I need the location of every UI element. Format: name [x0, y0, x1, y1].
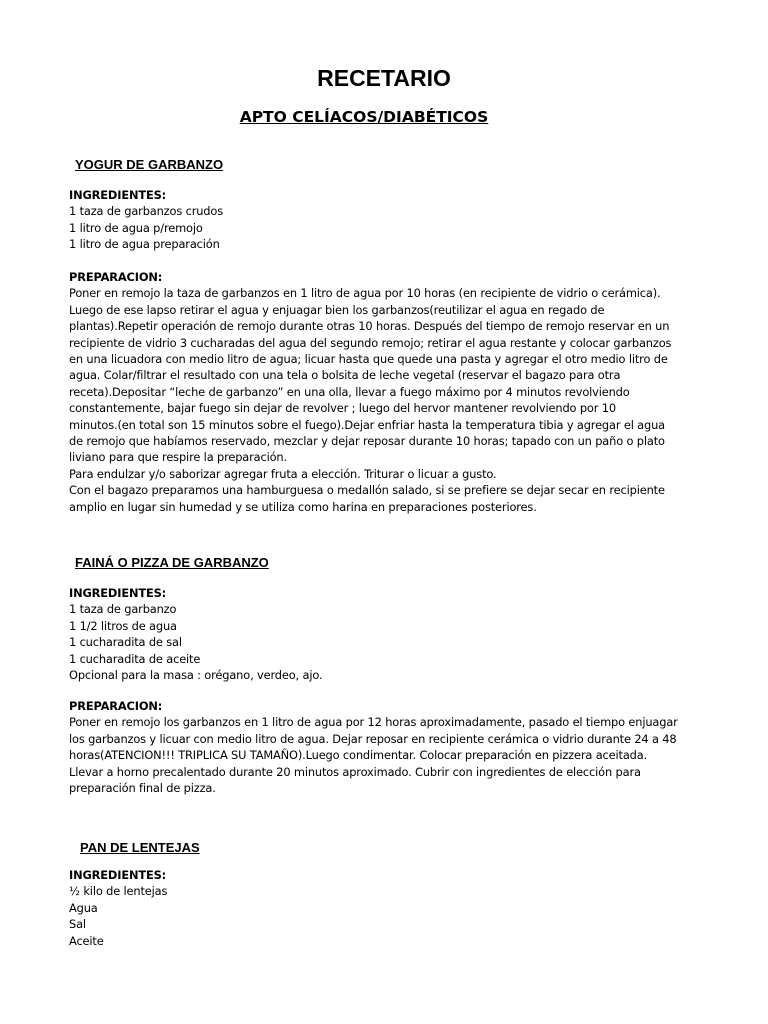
- document-subtitle: APTO CELÍACOS/DIABÉTICOS: [239, 108, 489, 126]
- recipe-yogur-ingredients: [69, 187, 709, 253]
- document-title: RECETARIO: [317, 65, 451, 91]
- preparation-line: Llevar a horno precalentado durante 20 minutos aproximado. Cubrir con ingredientes de elección para: [69, 764, 641, 779]
- ingredient-item: Aceite: [69, 933, 104, 948]
- preparation-line: liviano para que respire la preparación.: [69, 450, 287, 465]
- preparation-line: amplio en lugar sin humedad y se utiliza como harina en preparaciones posteriores.: [69, 499, 537, 514]
- recipe-pan-ingredients: [69, 867, 709, 949]
- ingredient-item: 1 1/2 litros de agua: [69, 618, 177, 633]
- ingredient-item: Opcional para la masa : orégano, verdeo, ajo.: [69, 668, 323, 683]
- ingredient-item: 1 litro de agua preparación: [69, 237, 220, 252]
- preparation-line: recipiente de vidrio 3 cucharadas del agua del segundo remojo; retirar el agua restante y colocar garbanzos: [69, 335, 672, 350]
- ingredient-item: 1 taza de garbanzos crudos: [69, 204, 223, 219]
- preparation-line: Para endulzar y/o saborizar agregar fruta a elección. Triturar o licuar a gusto.: [69, 466, 497, 481]
- preparation-line: los garbanzos y licuar con medio litro de agua. Dejar reposar en recipiente cerámica o vidrio durante 24 a 48: [69, 731, 677, 746]
- preparation-line: horas(ATENCION!!! TRIPLICA SU TAMAÑO).Luego condimentar. Colocar preparación en pizzera aceitada.: [69, 748, 648, 763]
- preparation-line: receta).Depositar “leche de garbanzo” en una olla, llevar a fuego máximo por 4 minutos revolviendo: [69, 384, 630, 399]
- preparation-line: agua. Colar/filtrar el resultado con una tela o bolsita de leche vegetal (reservar el bagazo para otra: [69, 368, 621, 383]
- preparation-line: Con el bagazo preparamos una hamburguesa o medallón salado, si se prefiere se dejar secar en recipiente: [69, 483, 665, 498]
- ingredient-item: Sal: [69, 917, 86, 932]
- preparation-line: plantas).Repetir operación de remojo durante otras 10 horas. Después del tiempo de remojo reservar en un: [69, 319, 670, 334]
- preparation-line: Poner en remojo los garbanzos en 1 litro de agua por 12 horas aproximadamente, pasado el tiempo enjuagar: [69, 715, 678, 730]
- preparation-line: constantemente, bajar fuego sin dejar de revolver ; luego del hervor mantener revolviendo por 10: [69, 401, 616, 416]
- ingredient-item: ½ kilo de lentejas: [69, 884, 168, 899]
- ingredients-label: INGREDIENTES:: [69, 868, 167, 882]
- preparation-label: PREPARACION:: [69, 270, 163, 284]
- ingredient-item: 1 taza de garbanzo: [69, 602, 177, 617]
- ingredients-label: INGREDIENTES:: [69, 188, 167, 202]
- recipe-title-yogur: YOGUR DE GARBANZO: [75, 157, 224, 172]
- preparation-line: en una licuadora con medio litro de agua; licuar hasta que quede una pasta y agregar el otro medio litro de: [69, 352, 668, 367]
- recipe-yogur-preparation: [69, 269, 709, 515]
- preparation-line: de remojo que habíamos reservado, mezclar y dejar reposar durante 10 horas; tapado con un paño o plato: [69, 434, 665, 449]
- recipe-faina-ingredients: [69, 585, 709, 683]
- recipe-faina-preparation: [69, 698, 709, 796]
- recipe-title-pan: PAN DE LENTEJAS: [80, 840, 200, 855]
- preparation-line: Luego de ese lapso retirar el agua y enjuagar bien los garbanzos(reutilizar el agua en regado de: [69, 302, 605, 317]
- ingredient-item: 1 litro de agua p/remojo: [69, 220, 203, 235]
- preparation-line: minutos.(en total son 15 minutos sobre el fuego).Dejar enfriar hasta la temperatura tibia y agregar el agua: [69, 417, 665, 432]
- ingredient-item: 1 cucharadita de aceite: [69, 651, 201, 666]
- ingredients-label: INGREDIENTES:: [69, 586, 167, 600]
- preparation-line: preparación final de pizza.: [69, 781, 216, 796]
- preparation-label: PREPARACION:: [69, 699, 163, 713]
- ingredient-item: 1 cucharadita de sal: [69, 635, 182, 650]
- ingredient-item: Agua: [69, 900, 98, 915]
- recipe-title-faina: FAINÁ O PIZZA DE GARBANZO: [75, 555, 269, 570]
- preparation-line: Poner en remojo la taza de garbanzos en 1 litro de agua por 10 horas (en recipiente de vidrio o cerámica).: [69, 286, 661, 301]
